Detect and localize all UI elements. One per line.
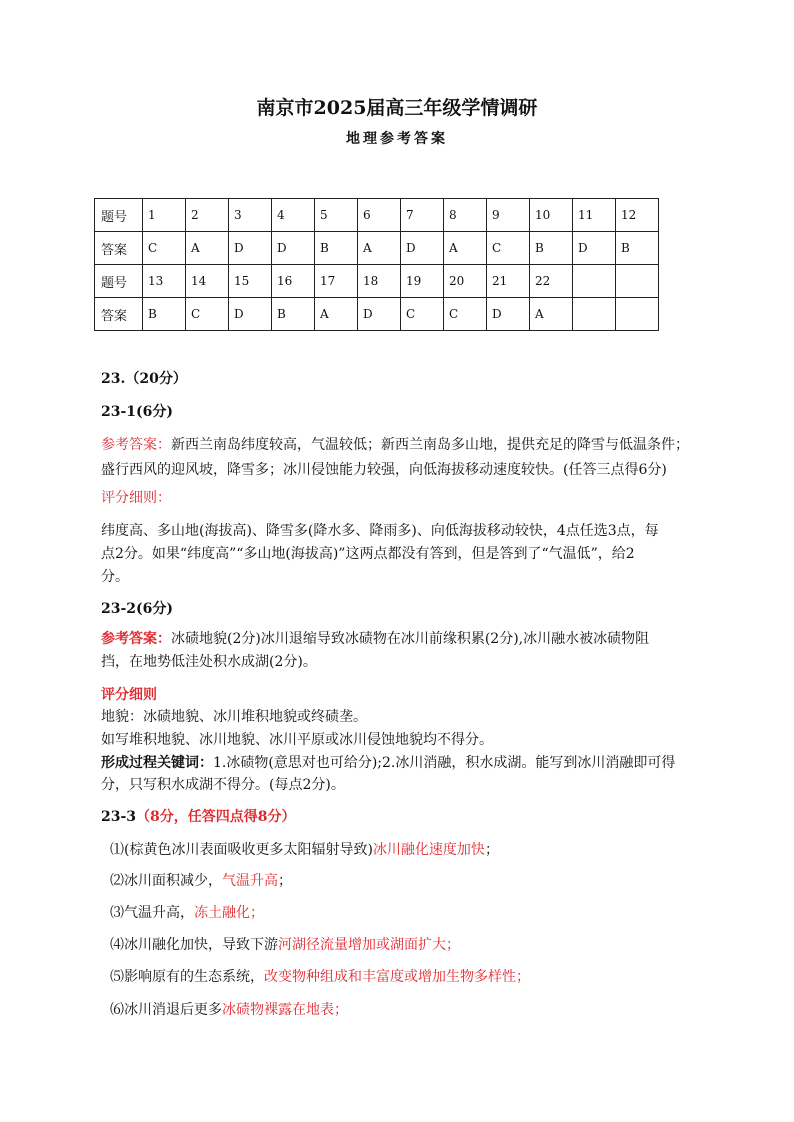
q23-2-rubric-line: 如写堆积地貌、冰川地貌、冰川平原或冰川侵蚀地貌均不得分。: [101, 732, 493, 748]
q23-2-rubric-line: 地貌：冰碛地貌、冰川堆积地貌或终碛垄。: [101, 709, 367, 725]
answer-cell: D: [229, 298, 272, 331]
question-number: 12: [616, 199, 659, 232]
question-number: 14: [186, 265, 229, 298]
answer-label: 参考答案：: [101, 631, 171, 647]
question-number: 20: [444, 265, 487, 298]
q23-2-heading: 23-2(6分): [101, 601, 174, 617]
q23-1-rubric-line: 点2分。如果“纬度高”“多山地(海拔高)”这两点都没有答到，但是答到了“气温低”，给2: [101, 546, 635, 562]
q23-1-answer-cont: 盛行西风的迎风坡，降雪多；冰川侵蚀能力较强，向低海拔移动速度较快。(任答三点得6分): [101, 462, 667, 478]
answer-cell: A: [358, 232, 401, 265]
q23-2-answer: [101, 627, 721, 651]
page-title: 南京市2025届高三年级学情调研: [256, 97, 538, 119]
question-number: 13: [143, 265, 186, 298]
q23-3-heading-row: [101, 806, 296, 826]
list-item: ⑶气温升高，冻土融化；: [110, 905, 264, 921]
list-item: ⑴(棕黄色冰川表面吸收更多太阳辐射导致)冰川融化速度加快；: [110, 842, 499, 858]
question-number: 16: [272, 265, 315, 298]
answer-cell: B: [272, 298, 315, 331]
table-row: [95, 265, 659, 298]
question-number: 22: [530, 265, 573, 298]
question-number: 3: [229, 199, 272, 232]
question-number: 18: [358, 265, 401, 298]
q23-2-answer-cont: 挡，在地势低洼处积水成湖(2分)。: [101, 654, 317, 670]
list-item: ⑹冰川消退后更多冰碛物裸露在地表；: [110, 1002, 348, 1018]
question-number: 11: [573, 199, 616, 232]
answer-cell: C: [401, 298, 444, 331]
page-subtitle: 地理参考答案: [346, 131, 448, 147]
q23-3-score-note: （8分，任答四点得8分）: [136, 809, 296, 825]
answer-cell: C: [444, 298, 487, 331]
question-number: 7: [401, 199, 444, 232]
answer-cell: D: [573, 232, 616, 265]
answer-cell: C: [143, 232, 186, 265]
question-number: 1: [143, 199, 186, 232]
question-number: 2: [186, 199, 229, 232]
answer-cell: D: [487, 298, 530, 331]
table-row: [95, 232, 659, 265]
q23-1-answer: [101, 433, 721, 457]
answer-cell: B: [616, 232, 659, 265]
row-label-question: 题号: [95, 199, 143, 232]
table-row: [95, 298, 659, 331]
question-number: 10: [530, 199, 573, 232]
rubric-label: 评分细则: [101, 687, 157, 703]
q23-2-keywords-cont: 分，只写积水成湖不得分。(每点2分)。: [101, 777, 345, 793]
question-number: 8: [444, 199, 487, 232]
answer-cell: [616, 298, 659, 331]
q23-1-heading: 23-1(6分): [101, 404, 174, 420]
question-number: 19: [401, 265, 444, 298]
answer-cell: A: [315, 298, 358, 331]
answer-cell: D: [229, 232, 272, 265]
q23-1-rubric-line: 分。: [101, 569, 129, 585]
answer-cell: B: [530, 232, 573, 265]
question-number: [573, 265, 616, 298]
answer-cell: D: [272, 232, 315, 265]
answer-cell: D: [401, 232, 444, 265]
row-label-answer: 答案: [95, 232, 143, 265]
answer-table: [94, 198, 659, 331]
question-number: 4: [272, 199, 315, 232]
q23-1-rubric-line: 纬度高、多山地(海拔高)、降雪多(降水多、降雨多)、向低海拔移动较快，4点任选3点，每: [101, 523, 659, 539]
list-item: ⑸影响原有的生态系统，改变物种组成和丰富度或增加生物多样性；: [110, 969, 530, 985]
question-number: [616, 265, 659, 298]
answer-cell: B: [143, 298, 186, 331]
answer-cell: [573, 298, 616, 331]
question-number: 6: [358, 199, 401, 232]
list-item: ⑷冰川融化加快，导致下游河湖径流量增加或湖面扩大；: [110, 937, 460, 953]
q23-2-keywords: [101, 751, 721, 775]
rubric-label: 评分细则：: [101, 490, 171, 506]
answer-cell: C: [186, 298, 229, 331]
answer-cell: B: [315, 232, 358, 265]
list-item: ⑵冰川面积减少，气温升高；: [110, 873, 292, 889]
row-label-answer: 答案: [95, 298, 143, 331]
keywords-label: 形成过程关键词：: [101, 755, 213, 771]
question-number: 9: [487, 199, 530, 232]
question-number: 21: [487, 265, 530, 298]
answer-cell: C: [487, 232, 530, 265]
keywords-text: 1.冰碛物(意思对也可给分);2.冰川消融，积水成湖。能写到冰川消融即可得: [213, 755, 676, 771]
q23-3-heading: 23-3: [101, 809, 137, 825]
answer-cell: A: [530, 298, 573, 331]
answer-text: 新西兰南岛纬度较高，气温较低；新西兰南岛多山地，提供充足的降雪与低温条件；: [171, 437, 689, 453]
table-row: [95, 199, 659, 232]
answer-label: 参考答案：: [101, 437, 171, 453]
question-number: 17: [315, 265, 358, 298]
question-number: 15: [229, 265, 272, 298]
row-label-question: 题号: [95, 265, 143, 298]
answer-cell: A: [444, 232, 487, 265]
answer-cell: A: [186, 232, 229, 265]
answer-cell: D: [358, 298, 401, 331]
q23-heading: 23.（20分）: [101, 371, 187, 387]
question-number: 5: [315, 199, 358, 232]
answer-text: 冰碛地貌(2分)冰川退缩导致冰碛物在冰川前缘积累(2分),冰川融水被冰碛物阻: [171, 631, 650, 647]
